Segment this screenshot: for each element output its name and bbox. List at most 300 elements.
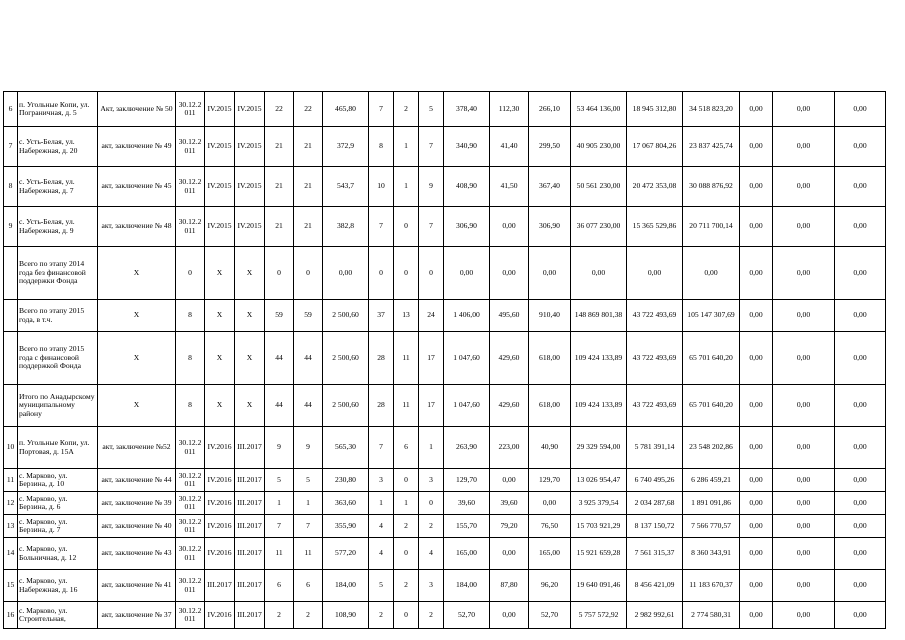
table-cell: 0,00: [773, 492, 835, 515]
table-cell: 43 722 493,69: [627, 385, 683, 427]
table-cell: 1 047,60: [444, 332, 490, 385]
table-cell: 7: [419, 207, 444, 247]
table-cell: IV.2015: [235, 92, 265, 127]
table-row: [4, 427, 886, 469]
table-cell: акт, заключение № 39: [98, 492, 176, 515]
table-cell: 30.12.2011: [176, 167, 205, 207]
table-cell: X: [98, 332, 176, 385]
table-cell: 21: [294, 167, 323, 207]
table-cell: 34 518 823,20: [683, 92, 740, 127]
table-cell: 22: [265, 92, 294, 127]
table-cell: 30.12.2011: [176, 427, 205, 469]
table-cell: 21: [294, 127, 323, 167]
table-cell: 7: [294, 515, 323, 538]
table-cell: 7: [4, 127, 18, 167]
table-cell: 21: [294, 207, 323, 247]
table-cell: 44: [294, 385, 323, 427]
table-cell: 0,00: [529, 492, 571, 515]
table-cell: 1: [394, 127, 419, 167]
table-cell: 14: [4, 538, 18, 570]
table-cell: 23 837 425,74: [683, 127, 740, 167]
table-cell: акт, заключение № 40: [98, 515, 176, 538]
table-cell: IV.2016: [205, 515, 235, 538]
table-cell: 8 137 150,72: [627, 515, 683, 538]
table-cell: 618,00: [529, 332, 571, 385]
table-container: [3, 91, 885, 629]
table-cell: III.2017: [205, 570, 235, 602]
table-cell: 8: [176, 332, 205, 385]
table-cell: 15 703 921,29: [571, 515, 627, 538]
table-cell: X: [98, 300, 176, 332]
table-cell: 65 701 640,20: [683, 385, 740, 427]
table-cell: 0,00: [740, 570, 773, 602]
table-cell: 11: [394, 332, 419, 385]
table-cell: 30.12.2011: [176, 515, 205, 538]
table-cell: акт, заключение №52: [98, 427, 176, 469]
table-cell: 1: [294, 492, 323, 515]
table-cell: 0,00: [740, 427, 773, 469]
table-cell: 65 701 640,20: [683, 332, 740, 385]
table-row: [4, 570, 886, 602]
table-cell: 0,00: [740, 247, 773, 300]
table-cell: 1: [369, 492, 394, 515]
table-cell: 7 561 315,37: [627, 538, 683, 570]
table-cell: 76,50: [529, 515, 571, 538]
table-cell: 0,00: [835, 332, 886, 385]
table-cell: [4, 247, 18, 300]
table-cell: 0,00: [835, 207, 886, 247]
table-cell: Всего по этапу 2014 года без финансовой поддержки Фонда: [18, 247, 98, 300]
table-cell: 17 067 804,26: [627, 127, 683, 167]
table-cell: 17: [419, 385, 444, 427]
table-row: [4, 469, 886, 492]
table-cell: 0,00: [740, 300, 773, 332]
table-cell: 495,60: [490, 300, 529, 332]
table-cell: 8 360 343,91: [683, 538, 740, 570]
table-cell: 0,00: [835, 385, 886, 427]
table-cell: 0,00: [740, 515, 773, 538]
table-cell: 6 740 495,26: [627, 469, 683, 492]
table-cell: с. Марково, ул. Берзина, д. 10: [18, 469, 98, 492]
table-cell: X: [235, 300, 265, 332]
table-cell: 465,80: [323, 92, 369, 127]
resettlement-table: [3, 91, 886, 629]
table-cell: 6: [394, 427, 419, 469]
table-cell: 0,00: [490, 602, 529, 629]
table-cell: 9: [419, 167, 444, 207]
table-row: [4, 247, 886, 300]
table-cell: IV.2016: [205, 492, 235, 515]
table-cell: 0,00: [835, 427, 886, 469]
table-cell: 4: [419, 538, 444, 570]
table-cell: 11 183 670,37: [683, 570, 740, 602]
table-cell: 5: [294, 469, 323, 492]
table-cell: 13 026 954,47: [571, 469, 627, 492]
table-cell: X: [235, 332, 265, 385]
table-cell: 30.12.2011: [176, 538, 205, 570]
table-cell: 2: [419, 602, 444, 629]
table-row: [4, 300, 886, 332]
table-cell: IV.2015: [235, 127, 265, 167]
table-cell: IV.2016: [205, 427, 235, 469]
table-cell: 0,00: [835, 300, 886, 332]
table-cell: IV.2015: [205, 127, 235, 167]
table-cell: акт, заключение № 45: [98, 167, 176, 207]
table-cell: 53 464 136,00: [571, 92, 627, 127]
table-cell: 2 982 992,61: [627, 602, 683, 629]
table-row: [4, 602, 886, 629]
table-cell: 0,00: [444, 247, 490, 300]
table-cell: 2: [394, 92, 419, 127]
table-cell: 10: [4, 427, 18, 469]
table-cell: 0,00: [835, 167, 886, 207]
table-cell: 30.12.2011: [176, 207, 205, 247]
table-cell: 79,20: [490, 515, 529, 538]
table-cell: X: [98, 385, 176, 427]
table-cell: 0,00: [740, 469, 773, 492]
table-cell: 910,40: [529, 300, 571, 332]
table-row: [4, 332, 886, 385]
table-cell: 0: [294, 247, 323, 300]
table-cell: 24: [419, 300, 444, 332]
table-cell: акт, заключение № 44: [98, 469, 176, 492]
table-cell: 0,00: [773, 127, 835, 167]
table-cell: 87,80: [490, 570, 529, 602]
table-cell: 22: [294, 92, 323, 127]
table-cell: 263,90: [444, 427, 490, 469]
table-cell: 0,00: [773, 247, 835, 300]
table-cell: 6: [4, 92, 18, 127]
table-cell: [4, 385, 18, 427]
table-cell: 7: [419, 127, 444, 167]
table-cell: 367,40: [529, 167, 571, 207]
table-cell: 0,00: [773, 469, 835, 492]
table-cell: 0: [176, 247, 205, 300]
table-cell: 0,00: [490, 538, 529, 570]
table-cell: 266,10: [529, 92, 571, 127]
table-cell: 2: [419, 515, 444, 538]
table-cell: акт, заключение № 41: [98, 570, 176, 602]
table-cell: акт, заключение № 49: [98, 127, 176, 167]
table-cell: 1: [394, 492, 419, 515]
table-cell: 0,00: [773, 515, 835, 538]
table-cell: п. Угольные Копи, ул. Пограничная, д. 5: [18, 92, 98, 127]
table-cell: 3: [419, 570, 444, 602]
table-cell: 28: [369, 332, 394, 385]
table-cell: акт, заключение № 43: [98, 538, 176, 570]
table-cell: IV.2015: [205, 167, 235, 207]
table-cell: 0,00: [490, 469, 529, 492]
table-cell: III.2017: [235, 515, 265, 538]
table-cell: 0,00: [571, 247, 627, 300]
table-cell: 0,00: [740, 92, 773, 127]
table-cell: 0: [369, 247, 394, 300]
table-row: [4, 515, 886, 538]
table-cell: 13: [394, 300, 419, 332]
table-cell: [4, 332, 18, 385]
table-cell: 0,00: [773, 92, 835, 127]
table-cell: 3: [369, 469, 394, 492]
table-cell: 0,00: [835, 602, 886, 629]
table-cell: X: [98, 247, 176, 300]
table-cell: 4: [369, 538, 394, 570]
table-cell: 0,00: [773, 427, 835, 469]
table-cell: 5: [265, 469, 294, 492]
table-cell: 1: [394, 167, 419, 207]
table-cell: 11: [4, 469, 18, 492]
table-cell: с. Усть-Белая, ул. Набережная, д. 7: [18, 167, 98, 207]
table-cell: X: [205, 247, 235, 300]
table-cell: Всего по этапу 2015 года с финансовой поддержкой Фонда: [18, 332, 98, 385]
table-cell: 15: [4, 570, 18, 602]
table-cell: 565,30: [323, 427, 369, 469]
table-cell: 59: [294, 300, 323, 332]
table-cell: 5 781 391,14: [627, 427, 683, 469]
table-cell: 19 640 091,46: [571, 570, 627, 602]
table-cell: 0,00: [773, 385, 835, 427]
table-cell: 44: [265, 385, 294, 427]
table-cell: 7 566 770,57: [683, 515, 740, 538]
table-cell: IV.2016: [205, 602, 235, 629]
table-cell: 1 891 091,86: [683, 492, 740, 515]
table-cell: 0,00: [773, 602, 835, 629]
table-row: [4, 127, 886, 167]
table-cell: 0: [419, 492, 444, 515]
table-cell: 408,90: [444, 167, 490, 207]
table-cell: 0,00: [835, 469, 886, 492]
table-cell: 30.12.2011: [176, 469, 205, 492]
table-cell: 0,00: [773, 538, 835, 570]
table-cell: 2 774 580,31: [683, 602, 740, 629]
table-cell: 0,00: [835, 127, 886, 167]
table-cell: III.2017: [235, 538, 265, 570]
table-cell: 44: [265, 332, 294, 385]
table-cell: [4, 300, 18, 332]
table-cell: акт, заключение № 37: [98, 602, 176, 629]
table-cell: 0,00: [740, 332, 773, 385]
table-cell: 618,00: [529, 385, 571, 427]
table-cell: 0,00: [740, 385, 773, 427]
table-cell: 21: [265, 207, 294, 247]
table-cell: 0,00: [740, 207, 773, 247]
table-cell: 37: [369, 300, 394, 332]
table-cell: п. Угольные Копи, ул. Портовая, д. 15А: [18, 427, 98, 469]
table-cell: 0,00: [773, 570, 835, 602]
table-cell: 52,70: [529, 602, 571, 629]
table-cell: 2: [294, 602, 323, 629]
table-cell: 543,7: [323, 167, 369, 207]
table-cell: IV.2015: [235, 207, 265, 247]
table-cell: 39,60: [444, 492, 490, 515]
table-cell: III.2017: [235, 469, 265, 492]
table-cell: 0,00: [529, 247, 571, 300]
table-cell: 109 424 133,89: [571, 385, 627, 427]
table-cell: 9: [294, 427, 323, 469]
table-cell: 39,60: [490, 492, 529, 515]
table-cell: 129,70: [444, 469, 490, 492]
table-cell: 8: [369, 127, 394, 167]
table-cell: III.2017: [235, 427, 265, 469]
table-cell: 0,00: [490, 247, 529, 300]
table-body: [4, 92, 886, 629]
table-cell: 11: [294, 538, 323, 570]
table-cell: 3 925 379,54: [571, 492, 627, 515]
table-cell: Всего по этапу 2015 года, в т.ч.: [18, 300, 98, 332]
table-cell: 5: [369, 570, 394, 602]
table-cell: IV.2015: [205, 207, 235, 247]
table-cell: 7: [369, 207, 394, 247]
table-cell: 1: [419, 427, 444, 469]
table-cell: 223,00: [490, 427, 529, 469]
table-cell: X: [205, 332, 235, 385]
table-cell: 7: [265, 515, 294, 538]
table-cell: 15 921 659,28: [571, 538, 627, 570]
table-cell: III.2017: [235, 602, 265, 629]
table-cell: 43 722 493,69: [627, 332, 683, 385]
table-cell: 8: [4, 167, 18, 207]
table-cell: 306,90: [529, 207, 571, 247]
table-cell: 0,00: [773, 207, 835, 247]
table-cell: 21: [265, 127, 294, 167]
table-cell: X: [205, 385, 235, 427]
table-cell: 43 722 493,69: [627, 300, 683, 332]
table-cell: 577,20: [323, 538, 369, 570]
table-cell: 28: [369, 385, 394, 427]
table-cell: 429,60: [490, 332, 529, 385]
table-cell: X: [235, 247, 265, 300]
table-cell: 96,20: [529, 570, 571, 602]
table-cell: 50 561 230,00: [571, 167, 627, 207]
table-cell: 6: [265, 570, 294, 602]
table-cell: 148 869 801,38: [571, 300, 627, 332]
table-cell: 3: [419, 469, 444, 492]
table-cell: с. Марково, ул. Больничная, д. 12: [18, 538, 98, 570]
table-row: [4, 167, 886, 207]
table-cell: 0,00: [740, 602, 773, 629]
table-cell: 0: [419, 247, 444, 300]
table-cell: IV.2016: [205, 538, 235, 570]
table-cell: 21: [265, 167, 294, 207]
table-cell: 44: [294, 332, 323, 385]
table-cell: 2: [394, 515, 419, 538]
table-cell: 2: [394, 570, 419, 602]
table-cell: 7: [369, 92, 394, 127]
table-cell: IV.2016: [205, 469, 235, 492]
table-cell: 0: [265, 247, 294, 300]
table-cell: с. Марково, ул. Строительная,: [18, 602, 98, 629]
table-cell: 5: [419, 92, 444, 127]
table-cell: 41,40: [490, 127, 529, 167]
table-cell: 382,8: [323, 207, 369, 247]
table-cell: 8 456 421,09: [627, 570, 683, 602]
table-cell: 299,50: [529, 127, 571, 167]
table-cell: 7: [369, 427, 394, 469]
table-cell: с. Марково, ул. Берзина, д. 7: [18, 515, 98, 538]
table-cell: с. Марково, ул. Набережная, д. 16: [18, 570, 98, 602]
table-cell: 30 088 876,92: [683, 167, 740, 207]
table-cell: Итого по Анадырскому муниципальному району: [18, 385, 98, 427]
table-cell: 0,00: [773, 300, 835, 332]
table-cell: 2 034 287,68: [627, 492, 683, 515]
table-cell: 0: [394, 602, 419, 629]
table-cell: 11: [265, 538, 294, 570]
table-cell: 13: [4, 515, 18, 538]
table-cell: 429,60: [490, 385, 529, 427]
table-cell: 0,00: [773, 332, 835, 385]
table-cell: 2: [369, 602, 394, 629]
table-cell: 30.12.2011: [176, 492, 205, 515]
table-cell: 0,00: [323, 247, 369, 300]
table-cell: 30.12.2011: [176, 127, 205, 167]
table-cell: 129,70: [529, 469, 571, 492]
table-cell: 2 500,60: [323, 300, 369, 332]
table-cell: 1: [265, 492, 294, 515]
table-cell: X: [235, 385, 265, 427]
table-cell: 15 365 529,86: [627, 207, 683, 247]
table-cell: 18 945 312,80: [627, 92, 683, 127]
table-cell: 0,00: [627, 247, 683, 300]
table-cell: 0,00: [740, 127, 773, 167]
table-cell: 0,00: [683, 247, 740, 300]
table-cell: 340,90: [444, 127, 490, 167]
table-row: [4, 492, 886, 515]
table-cell: IV.2015: [205, 92, 235, 127]
table-row: [4, 538, 886, 570]
table-cell: 0,00: [835, 247, 886, 300]
table-cell: 0: [394, 538, 419, 570]
table-cell: 29 329 594,00: [571, 427, 627, 469]
table-cell: 8: [176, 385, 205, 427]
table-cell: 363,60: [323, 492, 369, 515]
table-cell: 0,00: [835, 492, 886, 515]
table-cell: 165,00: [444, 538, 490, 570]
table-cell: 20 711 700,14: [683, 207, 740, 247]
table-cell: 184,00: [444, 570, 490, 602]
table-cell: 0,00: [490, 207, 529, 247]
table-cell: 0,00: [740, 167, 773, 207]
table-cell: 23 548 202,86: [683, 427, 740, 469]
table-cell: X: [205, 300, 235, 332]
table-cell: 8: [176, 300, 205, 332]
table-cell: 9: [4, 207, 18, 247]
table-cell: с. Марково, ул. Берзина, д. 6: [18, 492, 98, 515]
table-cell: 0,00: [740, 538, 773, 570]
table-cell: 9: [265, 427, 294, 469]
table-cell: 372,9: [323, 127, 369, 167]
table-cell: 0: [394, 207, 419, 247]
table-cell: с. Усть-Белая, ул. Набережная, д. 20: [18, 127, 98, 167]
table-cell: акт, заключение № 48: [98, 207, 176, 247]
table-cell: 306,90: [444, 207, 490, 247]
table-cell: 59: [265, 300, 294, 332]
table-cell: III.2017: [235, 570, 265, 602]
table-cell: 1 047,60: [444, 385, 490, 427]
table-cell: 4: [369, 515, 394, 538]
table-cell: 20 472 353,08: [627, 167, 683, 207]
table-cell: 109 424 133,89: [571, 332, 627, 385]
table-cell: 0,00: [835, 570, 886, 602]
table-cell: 2: [265, 602, 294, 629]
table-cell: 0,00: [740, 492, 773, 515]
table-cell: 0,00: [835, 538, 886, 570]
table-cell: 230,80: [323, 469, 369, 492]
table-cell: 40 905 230,00: [571, 127, 627, 167]
table-row: [4, 207, 886, 247]
table-cell: 30.12.2011: [176, 92, 205, 127]
table-row: [4, 385, 886, 427]
table-cell: 36 077 230,00: [571, 207, 627, 247]
table-cell: с. Усть-Белая, ул. Набережная, д. 9: [18, 207, 98, 247]
